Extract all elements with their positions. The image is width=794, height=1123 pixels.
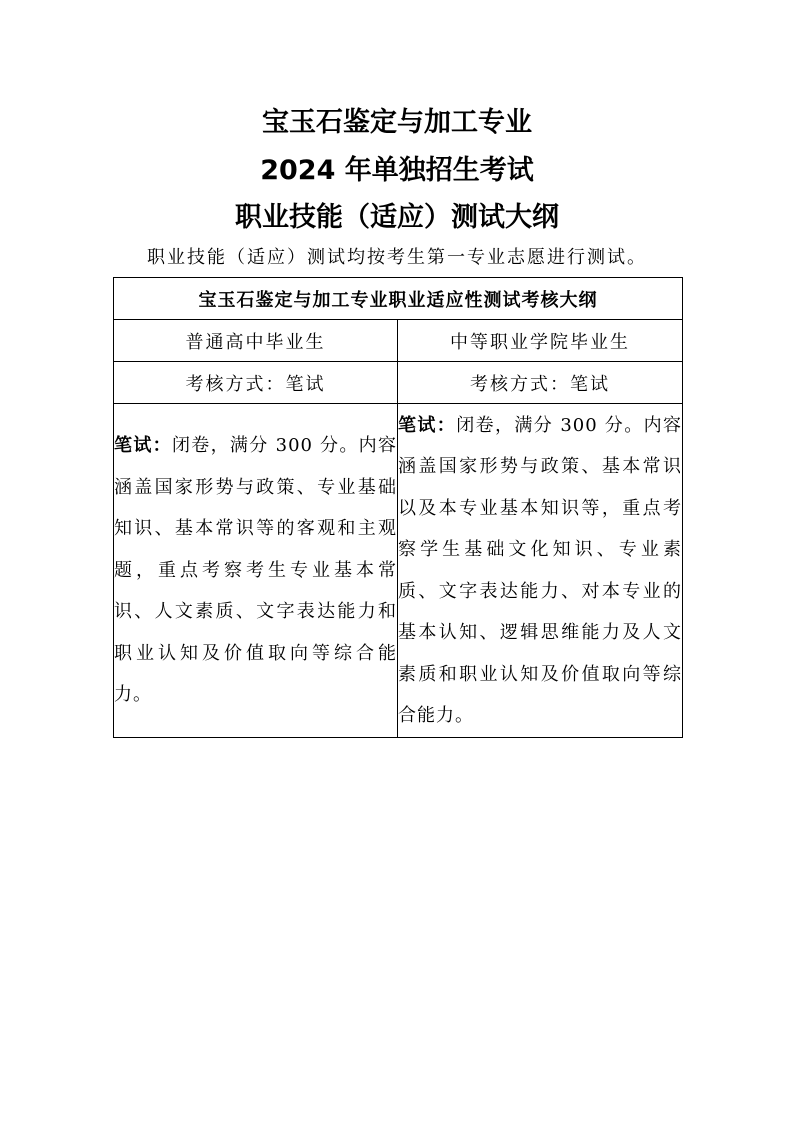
content-vocational (398, 404, 683, 738)
content-text-high-school: 闭卷，满分 300 分。内容涵盖国家形势与政策、专业基础知识、基本常识等的客观和主观题，重点考察考生专业基本常识、人文素质、文字表达能力和职业认知及价值取向等综合能力。 (114, 435, 397, 706)
method-high-school: 考核方式：笔试 (114, 362, 398, 404)
title-line-2: 2024 年单独招生考试 (260, 155, 534, 186)
content-label-high-school: 笔试： (114, 435, 172, 457)
title-line-3: 职业技能（适应）测试大纲 (235, 202, 559, 233)
group-vocational: 中等职业学院毕业生 (398, 320, 683, 362)
group-high-school: 普通高中毕业生 (114, 320, 398, 362)
exam-method-row (114, 362, 683, 404)
outline-table (113, 277, 683, 738)
content-high-school (114, 404, 398, 738)
table-caption-row (114, 278, 683, 320)
content-label-vocational: 笔试： (398, 414, 457, 436)
method-vocational: 考核方式：笔试 (398, 362, 683, 404)
table-caption: 宝玉石鉴定与加工专业职业适应性测试考核大纲 (114, 278, 683, 320)
content-text-vocational: 闭卷，满分 300 分。内容涵盖国家形势与政策、基本常识以及本专业基本知识等，重点考察学生基础文化知识、专业素质、文字表达能力、对本专业的基本认知、逻辑思维能力及人文素质和职业认知及价值取向等综合能力。 (398, 414, 682, 726)
title-line-1: 宝玉石鉴定与加工专业 (262, 107, 532, 138)
intro-paragraph: 职业技能（适应）测试均按考生第一专业志愿进行测试。 (147, 247, 647, 268)
candidate-group-row (114, 320, 683, 362)
exam-content-row (114, 404, 683, 738)
